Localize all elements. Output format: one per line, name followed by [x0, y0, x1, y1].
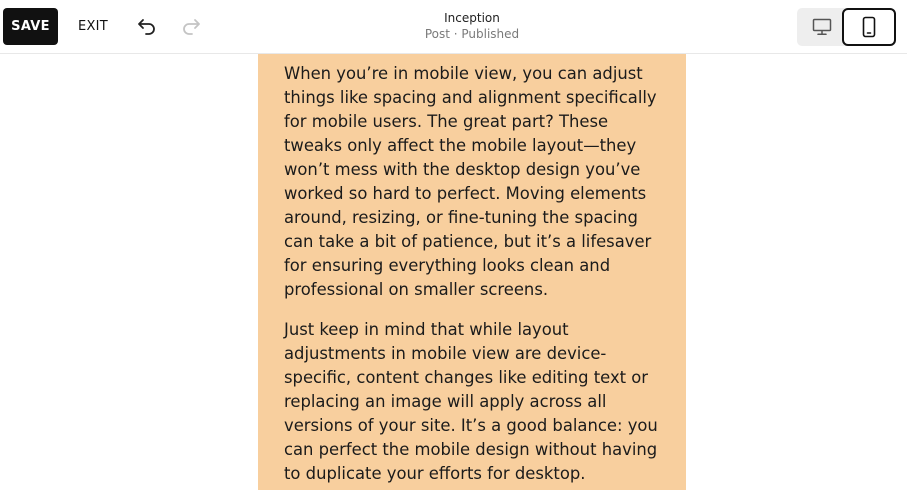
page-title-block: [353, 10, 591, 42]
redo-button[interactable]: [179, 14, 203, 38]
mobile-view-button[interactable]: [842, 8, 896, 46]
undo-button[interactable]: [135, 14, 159, 38]
desktop-view-button[interactable]: [797, 8, 847, 46]
desktop-icon: [812, 18, 832, 36]
page-status: Post · Published: [424, 27, 520, 41]
device-toggle: [797, 8, 896, 46]
save-button[interactable]: SAVE: [3, 8, 58, 45]
mobile-icon: [862, 16, 876, 38]
paragraph-2[interactable]: Just keep in mind that while layout adjustments in mobile view are device-specific, content changes like editing text or replacing an image will apply across all versions of your site. It’s a good balance: you can perfect the mobile design without having to duplicate your efforts for desktop.: [284, 320, 658, 483]
undo-icon: [136, 15, 158, 37]
editor-toolbar: [0, 0, 907, 54]
editor-canvas: [0, 54, 907, 490]
redo-icon: [180, 15, 202, 37]
paragraph-1[interactable]: When you’re in mobile view, you can adjust things like spacing and alignment specifically for mobile users. The great part? These tweaks only affect the mobile layout—they won’t mess with the desktop design you’ve worked so hard to perfect. Moving elements around, resizing, or fine-tuning the spacing can take a bit of patience, but it’s a lifesaver for ensuring everything looks clean and professional on smaller screens.: [284, 64, 657, 299]
mobile-preview-section[interactable]: [258, 54, 686, 490]
page-title: Inception: [444, 11, 500, 25]
text-block[interactable]: [284, 62, 664, 490]
exit-button[interactable]: EXIT: [77, 19, 109, 34]
